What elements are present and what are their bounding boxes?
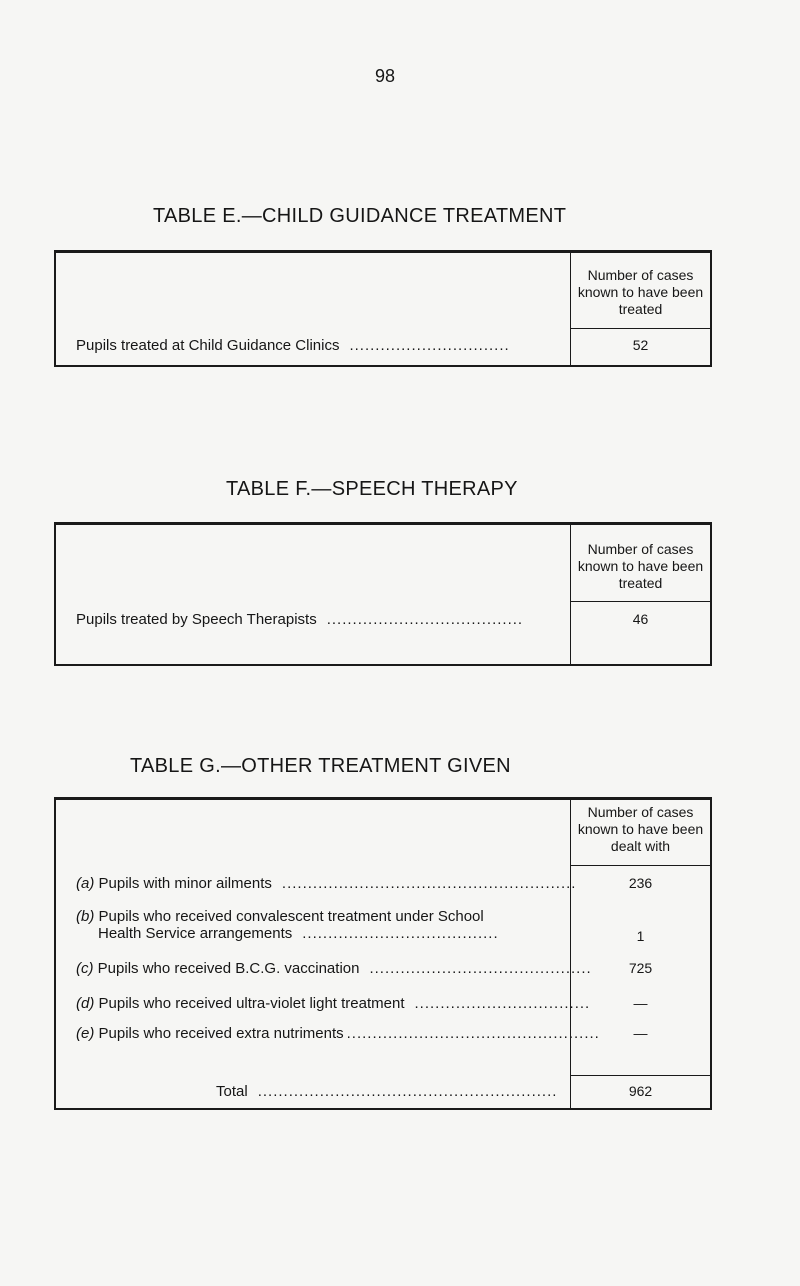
row-prefix: (a) — [76, 875, 95, 892]
row-label-text: Pupils treated at Child Guidance Clinics — [76, 337, 340, 354]
table-f-title: TABLE F.—SPEECH THERAPY — [226, 478, 518, 500]
table-g-total-row — [216, 1083, 566, 1100]
table-e-header: Number of cases known to have been treated — [577, 267, 704, 317]
table-g-row-e-value: — — [633, 1025, 648, 1041]
table-g-title: TABLE G.—OTHER TREATMENT GIVEN — [130, 755, 511, 777]
leader-dots: ............................... — [349, 337, 510, 354]
table-g — [54, 797, 712, 1110]
table-e-row-label — [76, 337, 566, 354]
row-prefix: (b) — [76, 908, 95, 925]
table-g-row-a — [76, 875, 577, 892]
table-g-row-a-value: 236 — [628, 875, 653, 891]
table-g-total-value: 962 — [628, 1083, 653, 1099]
row-label-text: Pupils who received extra nutriments — [98, 1025, 344, 1042]
row-label-text: Pupils who received ultra-violet light treatment — [98, 995, 405, 1012]
table-g-row-d-value: — — [633, 995, 648, 1011]
row-prefix: (d) — [76, 995, 95, 1012]
table-f-row-value: 46 — [632, 611, 649, 627]
header-separator — [570, 328, 710, 329]
table-g-row-b-value: 1 — [636, 928, 645, 944]
table-g-row-b — [76, 908, 572, 942]
row-label-text: Pupils who received B.C.G. vaccination — [97, 960, 360, 977]
header-separator — [570, 601, 710, 602]
leader-dots: ...................................... — [326, 611, 524, 628]
table-g-row-c-value: 725 — [628, 960, 653, 976]
leader-dots: ......................................................... — [281, 875, 577, 892]
row-label-text-2: Health Service arrangements — [98, 925, 293, 942]
table-e — [54, 250, 712, 367]
table-f-header: Number of cases known to have been treated — [577, 541, 704, 591]
row-label-text: Pupils treated by Speech Therapists — [76, 611, 317, 628]
table-g-row-d — [76, 995, 591, 1012]
table-g-row-e — [76, 1025, 600, 1042]
row-prefix: (e) — [76, 1025, 95, 1042]
header-separator — [570, 865, 710, 866]
table-f — [54, 522, 712, 666]
total-label: Total — [216, 1083, 248, 1100]
leader-dots: .......................................................... — [257, 1083, 558, 1100]
leader-dots: ...................................... — [302, 925, 499, 942]
table-e-row-value: 52 — [632, 337, 649, 353]
leader-dots: ................................................. — [346, 1025, 600, 1042]
row-label-text: Pupils with minor ailments — [98, 875, 272, 892]
table-g-row-c — [76, 960, 592, 977]
leader-dots: .................................. — [414, 995, 591, 1012]
row-label-text: Pupils who received convalescent treatment under School — [98, 908, 484, 925]
page-number: 98 — [374, 66, 396, 86]
table-e-title: TABLE E.—CHILD GUIDANCE TREATMENT — [153, 205, 567, 227]
leader-dots: ........................................... — [369, 960, 592, 977]
row-prefix: (c) — [76, 960, 94, 977]
table-g-header: Number of cases known to have been dealt with — [577, 804, 704, 854]
total-separator — [570, 1075, 710, 1076]
table-f-row-label — [76, 611, 566, 628]
